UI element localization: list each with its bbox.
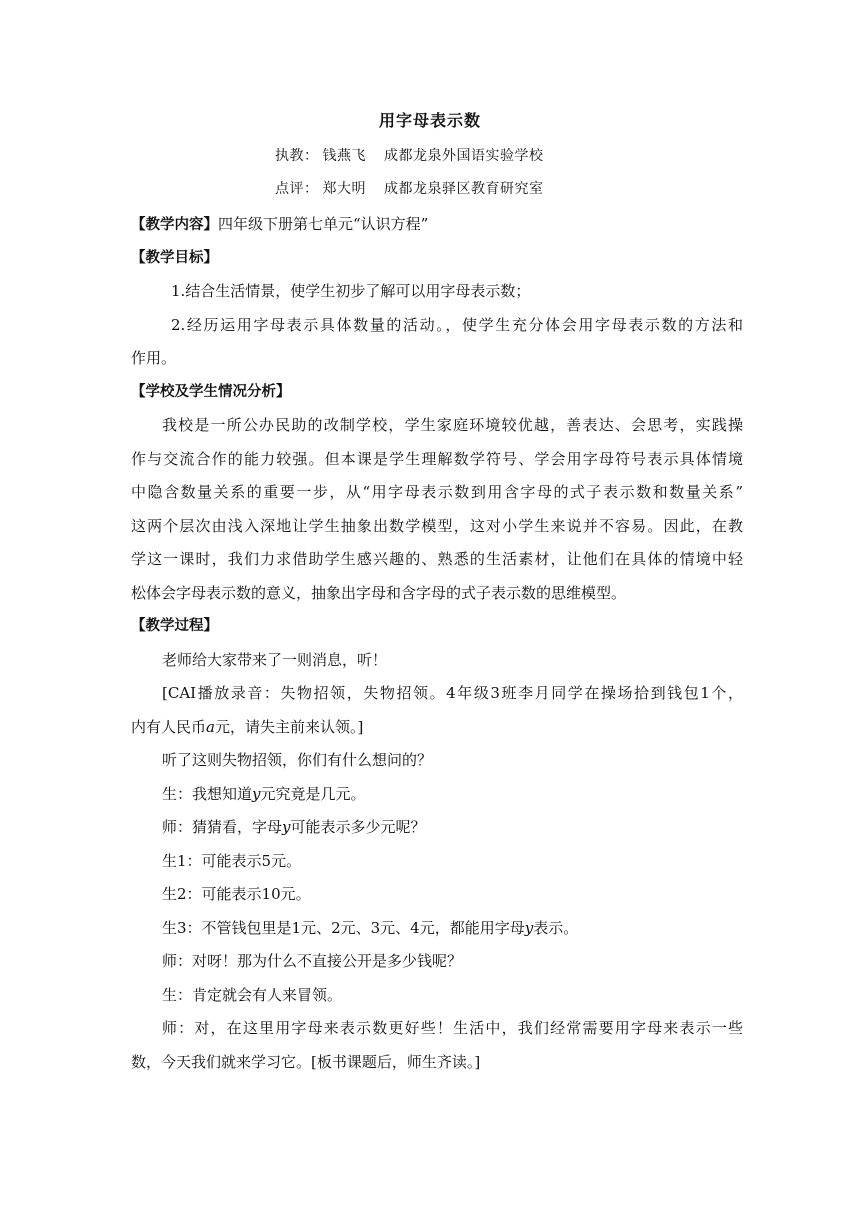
process-paragraph — [131, 778, 743, 812]
objective-item-1: 1.结合生活情景，使学生初步了解可以用字母表示数； — [171, 282, 531, 300]
objectives-heading: 【教学目标】 — [131, 249, 218, 266]
variable-y: y — [524, 918, 534, 937]
process-paragraph: 师：对，在这里用字母来表示数更好些！生活中，我们经常需要用字母来表示一些 — [162, 1019, 743, 1037]
process-text: 元，请失主前来认领。] — [214, 717, 364, 736]
process-paragraph: 听了这则失物招领，你们有什么想问的？ — [162, 751, 433, 769]
instructor-role: 执教： — [275, 148, 319, 164]
instructor-line — [275, 145, 544, 165]
analysis-heading: 【学校及学生情况分析】 — [131, 383, 291, 400]
process-text: 元究竟是几元。 — [260, 784, 366, 803]
variable-y: y — [282, 818, 291, 836]
process-paragraph: 生2：可能表示10元。 — [162, 885, 311, 903]
reviewer-line — [275, 178, 544, 198]
instructor-name: 钱燕飞 — [322, 148, 366, 164]
process-paragraph: 老师给大家带来了一则消息，听！ — [162, 650, 388, 669]
process-text: 师：猜猜看，字母 — [162, 818, 283, 836]
content-section — [131, 208, 743, 242]
analysis-line: 学这一课时，我们力求借助学生感兴趣的、熟悉的生活素材，让他们在具体的情境中轻 — [131, 550, 743, 568]
page-title: 用字母表示数 — [378, 111, 481, 130]
process-text: 生：我想知道 — [162, 784, 253, 803]
analysis-line: 这两个层次由浅入深地让学生抽象出数学模型，这对小学生来说并不容易。因此，在教 — [131, 516, 743, 535]
process-paragraph — [131, 711, 743, 745]
reviewer-role: 点评： — [275, 181, 319, 197]
content-heading: 【教学内容】 — [131, 217, 218, 233]
content-text: 四年级下册第七单元“认识方程” — [218, 215, 429, 233]
analysis-line: 作与交流合作的能力较强。但本课是学生理解数学符号、学会用字母符号表示具体情境 — [131, 449, 743, 468]
process-paragraph: 生：肯定就会有人来冒领。 — [162, 985, 343, 1004]
instructor-org: 成都龙泉外国语实验学校 — [384, 148, 544, 164]
process-heading: 【教学过程】 — [131, 618, 218, 634]
objective-item-2-line-1: 2.经历运用字母表示具体数量的活动。，使学生充分体会用字母表示数的方法和 — [171, 315, 743, 334]
analysis-line: 我校是一所公办民助的改制学校，学生家庭环境较优越，善表达、会思考，实践操 — [162, 416, 743, 434]
variable-a: a — [206, 717, 215, 736]
variable-y: y — [252, 784, 261, 803]
process-paragraph — [131, 811, 743, 845]
process-paragraph — [131, 912, 743, 946]
process-text: 生3：不管钱包里是1元、2元、3元、4元，都能用字母 — [162, 918, 525, 937]
analysis-line: 松体会字母表示数的意义，抽象出字母和含字母的式子表示数的思维模型。 — [131, 583, 627, 602]
process-text: 可能表示多少元呢？ — [290, 818, 426, 836]
process-paragraph: 数，今天我们就来学习它。[板书课题后，师生齐读。] — [131, 1052, 481, 1071]
process-text: 内有人民币 — [131, 717, 207, 736]
objective-item-2-line-2: 作用。 — [131, 349, 177, 367]
process-text: 表示。 — [533, 918, 579, 937]
document-body — [131, 208, 743, 1079]
reviewer-org: 成都龙泉驿区教育研究室 — [384, 181, 544, 197]
process-paragraph: 师：对呀！那为什么不直接公开是多少钱呢？ — [162, 952, 463, 970]
process-paragraph: 生1：可能表示5元。 — [162, 851, 302, 870]
analysis-line: 中隐含数量关系的重要一步，从“用字母表示数到用含字母的式子表示数和数量关系” — [131, 483, 743, 501]
process-paragraph: [CAI播放录音：失物招领，失物招领。4年级3班李月同学在操场拾到钱包1个， — [162, 684, 743, 702]
reviewer-name: 郑大明 — [322, 181, 366, 197]
